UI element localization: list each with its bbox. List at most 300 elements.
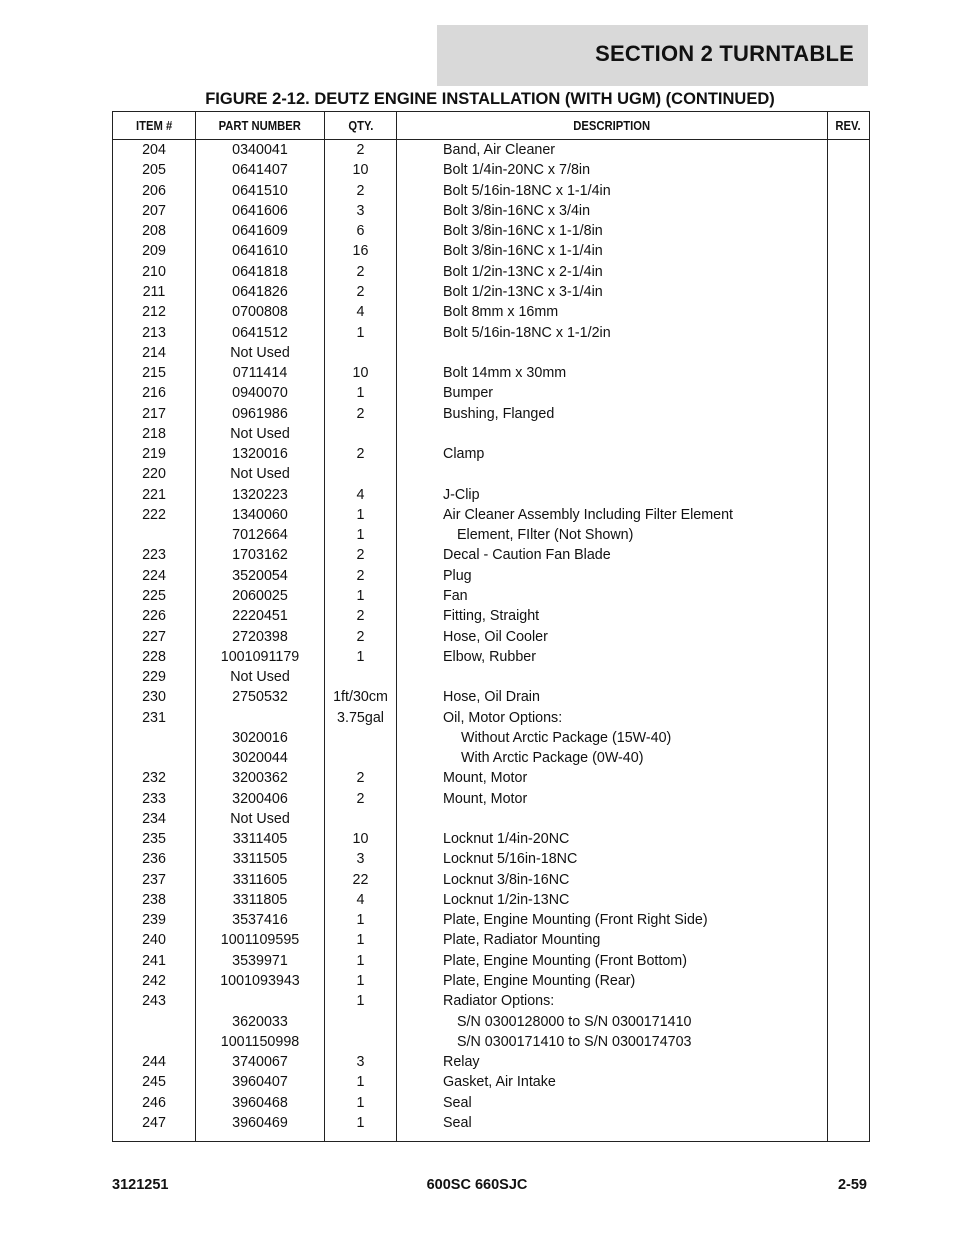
part-number-cell: 3537416 [196,910,325,930]
revision-cell [828,241,870,261]
revision-cell [828,545,870,565]
description-cell: Locknut 3/8in-16NC [397,870,828,890]
quantity-cell: 1 [325,971,397,991]
revision-cell [828,930,870,950]
quantity-cell: 4 [325,890,397,910]
item-number-cell: 246 [113,1092,196,1112]
description-cell: Locknut 1/2in-13NC [397,890,828,910]
table-row [113,687,870,707]
part-number-cell: 1320223 [196,485,325,505]
table-row [113,322,870,342]
table-row [113,505,870,525]
item-number-cell: 244 [113,1052,196,1072]
item-number-cell: 222 [113,505,196,525]
table-row [113,1011,870,1031]
quantity-cell: 1 [325,383,397,403]
part-number-cell: 3520054 [196,566,325,586]
item-number-cell: 235 [113,829,196,849]
description-cell: Bolt 3/8in-16NC x 1-1/4in [397,241,828,261]
description-cell: Decal - Caution Fan Blade [397,545,828,565]
revision-cell [828,322,870,342]
revision-cell [828,971,870,991]
part-number-cell: 1001150998 [196,1032,325,1052]
table-row [113,667,870,687]
revision-cell [828,890,870,910]
item-number-cell: 226 [113,606,196,626]
revision-cell [828,566,870,586]
part-number-cell: Not Used [196,809,325,829]
table-row [113,262,870,282]
description-cell: Bolt 5/16in-18NC x 1-1/4in [397,181,828,201]
quantity-cell: 10 [325,160,397,180]
part-number-cell: 3311505 [196,849,325,869]
revision-cell [828,160,870,180]
column-header-qty: QTY. [325,112,397,140]
table-row [113,606,870,626]
quantity-cell: 2 [325,545,397,565]
item-number-cell: 233 [113,789,196,809]
item-number-cell: 236 [113,849,196,869]
part-number-cell: Not Used [196,424,325,444]
part-number-cell: 1703162 [196,545,325,565]
description-cell: Fan [397,586,828,606]
quantity-cell: 1 [325,930,397,950]
description-cell: Bolt 1/4in-20NC x 7/8in [397,160,828,180]
table-row [113,140,870,161]
description-cell: Bolt 8mm x 16mm [397,302,828,322]
part-number-cell: 2750532 [196,687,325,707]
description-cell: With Arctic Package (0W-40) [397,748,828,768]
table-row [113,789,870,809]
quantity-cell: 1 [325,586,397,606]
quantity-cell: 1ft/30cm [325,687,397,707]
item-number-cell: 215 [113,363,196,383]
quantity-cell [325,424,397,444]
item-number-cell: 208 [113,221,196,241]
revision-cell [828,383,870,403]
item-number-cell: 217 [113,403,196,423]
quantity-cell: 2 [325,789,397,809]
revision-cell [828,667,870,687]
quantity-cell: 2 [325,566,397,586]
revision-cell [828,951,870,971]
part-number-cell: Not Used [196,464,325,484]
table-row [113,748,870,768]
table-row [113,829,870,849]
description-cell: Bolt 1/2in-13NC x 2-1/4in [397,262,828,282]
column-header-description: DESCRIPTION [397,112,828,140]
part-number-cell: 0641826 [196,282,325,302]
item-number-cell: 245 [113,1072,196,1092]
revision-cell [828,282,870,302]
table-row [113,971,870,991]
part-number-cell: 1001093943 [196,971,325,991]
filler-cell [196,1133,325,1142]
section-title: SECTION 2 TURNTABLE [595,41,854,66]
description-cell [397,424,828,444]
part-number-cell: 3311405 [196,829,325,849]
part-number-cell: 3200406 [196,789,325,809]
item-number-cell: 210 [113,262,196,282]
revision-cell [828,870,870,890]
description-cell: Locknut 1/4in-20NC [397,829,828,849]
quantity-cell [325,343,397,363]
table-row [113,525,870,545]
table-row [113,728,870,748]
revision-cell [828,181,870,201]
column-header-part-number: PART NUMBER [196,112,325,140]
table-row [113,626,870,646]
revision-cell [828,302,870,322]
revision-cell [828,1052,870,1072]
description-cell: Seal [397,1092,828,1112]
table-row [113,343,870,363]
part-number-cell: 1001091179 [196,647,325,667]
part-number-cell: Not Used [196,667,325,687]
quantity-cell: 3 [325,849,397,869]
item-number-cell [113,525,196,545]
quantity-cell: 1 [325,991,397,1011]
description-cell: Plate, Engine Mounting (Front Bottom) [397,951,828,971]
description-cell: Hose, Oil Drain [397,687,828,707]
item-number-cell: 212 [113,302,196,322]
table-row [113,221,870,241]
table-row [113,282,870,302]
description-cell: Mount, Motor [397,789,828,809]
description-cell: Bolt 5/16in-18NC x 1-1/2in [397,322,828,342]
table-row [113,566,870,586]
description-cell: Plate, Radiator Mounting [397,930,828,950]
item-number-cell [113,1011,196,1031]
item-number-cell: 216 [113,383,196,403]
quantity-cell: 1 [325,505,397,525]
revision-cell [828,789,870,809]
filler-cell [397,1133,828,1142]
part-number-cell: 3200362 [196,768,325,788]
part-number-cell: 0940070 [196,383,325,403]
revision-cell [828,140,870,161]
description-cell: Seal [397,1113,828,1133]
item-number-cell: 220 [113,464,196,484]
table-row [113,910,870,930]
item-number-cell: 209 [113,241,196,261]
table-row [113,768,870,788]
table-row [113,1032,870,1052]
description-cell: Locknut 5/16in-18NC [397,849,828,869]
table-row [113,424,870,444]
table-filler-row [113,1133,870,1142]
table-row [113,586,870,606]
quantity-cell: 2 [325,181,397,201]
item-number-cell: 237 [113,870,196,890]
quantity-cell: 6 [325,221,397,241]
table-row [113,181,870,201]
table-row [113,951,870,971]
revision-cell [828,849,870,869]
column-header-rev: REV. [828,112,870,140]
item-number-cell: 229 [113,667,196,687]
table-row [113,485,870,505]
part-number-cell: 0641609 [196,221,325,241]
item-number-cell: 241 [113,951,196,971]
part-number-cell: 1320016 [196,444,325,464]
table-row [113,1072,870,1092]
table-row [113,403,870,423]
description-cell: Relay [397,1052,828,1072]
footer-page-number: 2-59 [837,1177,867,1193]
description-cell: Bolt 3/8in-16NC x 3/4in [397,201,828,221]
revision-cell [828,363,870,383]
quantity-cell: 1 [325,1092,397,1112]
quantity-cell: 1 [325,525,397,545]
table-header-row [113,112,870,140]
description-cell: Gasket, Air Intake [397,1072,828,1092]
table-row [113,991,870,1011]
quantity-cell: 1 [325,647,397,667]
description-cell: Band, Air Cleaner [397,140,828,161]
part-number-cell: 0711414 [196,363,325,383]
item-number-cell: 213 [113,322,196,342]
revision-cell [828,647,870,667]
table-row [113,363,870,383]
part-number-cell: 3311805 [196,890,325,910]
table-row [113,545,870,565]
description-cell: Bolt 14mm x 30mm [397,363,828,383]
revision-cell [828,1092,870,1112]
quantity-cell: 2 [325,140,397,161]
item-number-cell: 240 [113,930,196,950]
item-number-cell: 239 [113,910,196,930]
part-number-cell: 0641606 [196,201,325,221]
description-cell: Fitting, Straight [397,606,828,626]
revision-cell [828,829,870,849]
description-cell: Air Cleaner Assembly Including Filter Element [397,505,828,525]
part-number-cell: 3620033 [196,1011,325,1031]
parts-table-body [113,140,870,1142]
description-cell: Radiator Options: [397,991,828,1011]
description-cell [397,343,828,363]
quantity-cell: 2 [325,626,397,646]
part-number-cell: 1001109595 [196,930,325,950]
revision-cell [828,687,870,707]
filler-cell [113,1133,196,1142]
table-row [113,444,870,464]
revision-cell [828,991,870,1011]
item-number-cell [113,728,196,748]
item-number-cell: 225 [113,586,196,606]
revision-cell [828,748,870,768]
item-number-cell: 221 [113,485,196,505]
description-cell: Plug [397,566,828,586]
description-cell: Bushing, Flanged [397,403,828,423]
description-cell: Hose, Oil Cooler [397,626,828,646]
part-number-cell: 3960468 [196,1092,325,1112]
table-row [113,809,870,829]
part-number-cell: 0641818 [196,262,325,282]
quantity-cell: 3 [325,201,397,221]
part-number-cell: 1340060 [196,505,325,525]
quantity-cell: 2 [325,444,397,464]
quantity-cell: 1 [325,322,397,342]
table-row [113,890,870,910]
quantity-cell [325,748,397,768]
quantity-cell: 2 [325,282,397,302]
revision-cell [828,626,870,646]
description-cell: J-Clip [397,485,828,505]
table-row [113,870,870,890]
parts-table [112,111,870,1142]
item-number-cell: 238 [113,890,196,910]
table-row [113,1113,870,1133]
table-row [113,201,870,221]
quantity-cell: 2 [325,403,397,423]
part-number-cell: 7012664 [196,525,325,545]
revision-cell [828,1011,870,1031]
table-row [113,849,870,869]
description-cell: Bolt 3/8in-16NC x 1-1/8in [397,221,828,241]
revision-cell [828,606,870,626]
quantity-cell: 16 [325,241,397,261]
quantity-cell: 1 [325,1072,397,1092]
revision-cell [828,343,870,363]
item-number-cell [113,748,196,768]
revision-cell [828,505,870,525]
description-cell: Plate, Engine Mounting (Rear) [397,971,828,991]
revision-cell [828,768,870,788]
description-cell: Without Arctic Package (15W-40) [397,728,828,748]
description-cell [397,809,828,829]
part-number-cell [196,991,325,1011]
filler-cell [325,1133,397,1142]
part-number-cell: 3020016 [196,728,325,748]
item-number-cell: 206 [113,181,196,201]
item-number-cell: 211 [113,282,196,302]
footer-model: 600SC 660SJC [426,1177,528,1193]
table-row [113,647,870,667]
table-row [113,930,870,950]
description-cell: Bolt 1/2in-13NC x 3-1/4in [397,282,828,302]
part-number-cell: 0641407 [196,160,325,180]
revision-cell [828,707,870,727]
part-number-cell: 0641510 [196,181,325,201]
part-number-cell: 2220451 [196,606,325,626]
quantity-cell: 2 [325,262,397,282]
quantity-cell [325,464,397,484]
revision-cell [828,1072,870,1092]
quantity-cell: 10 [325,829,397,849]
part-number-cell: 0700808 [196,302,325,322]
quantity-cell: 3.75gal [325,707,397,727]
table-row [113,241,870,261]
part-number-cell: 0961986 [196,403,325,423]
revision-cell [828,1113,870,1133]
description-cell: S/N 0300128000 to S/N 0300171410 [397,1011,828,1031]
item-number-cell: 234 [113,809,196,829]
description-cell: Mount, Motor [397,768,828,788]
description-cell: Plate, Engine Mounting (Front Right Side) [397,910,828,930]
quantity-cell: 10 [325,363,397,383]
item-number-cell: 207 [113,201,196,221]
part-number-cell: 3960469 [196,1113,325,1133]
part-number-cell: 2720398 [196,626,325,646]
item-number-cell: 247 [113,1113,196,1133]
revision-cell [828,262,870,282]
part-number-cell: 0340041 [196,140,325,161]
revision-cell [828,910,870,930]
quantity-cell: 4 [325,485,397,505]
revision-cell [828,485,870,505]
revision-cell [828,586,870,606]
revision-cell [828,464,870,484]
part-number-cell: 3960407 [196,1072,325,1092]
section-header [437,25,868,86]
description-cell [397,667,828,687]
quantity-cell [325,728,397,748]
item-number-cell: 230 [113,687,196,707]
part-number-cell: 3311605 [196,870,325,890]
revision-cell [828,444,870,464]
part-number-cell [196,707,325,727]
quantity-cell: 4 [325,302,397,322]
table-row [113,707,870,727]
part-number-cell: 3539971 [196,951,325,971]
part-number-cell: Not Used [196,343,325,363]
description-cell [397,464,828,484]
description-cell: S/N 0300171410 to S/N 0300174703 [397,1032,828,1052]
table-row [113,383,870,403]
item-number-cell: 219 [113,444,196,464]
quantity-cell [325,1011,397,1031]
revision-cell [828,809,870,829]
table-row [113,302,870,322]
table-row [113,464,870,484]
description-cell: Elbow, Rubber [397,647,828,667]
quantity-cell: 22 [325,870,397,890]
quantity-cell: 1 [325,951,397,971]
part-number-cell: 3020044 [196,748,325,768]
table-row [113,160,870,180]
table-row [113,1092,870,1112]
revision-cell [828,525,870,545]
revision-cell [828,403,870,423]
item-number-cell: 228 [113,647,196,667]
part-number-cell: 0641610 [196,241,325,261]
part-number-cell: 3740067 [196,1052,325,1072]
item-number-cell: 242 [113,971,196,991]
quantity-cell: 3 [325,1052,397,1072]
revision-cell [828,424,870,444]
item-number-cell: 224 [113,566,196,586]
quantity-cell: 2 [325,606,397,626]
item-number-cell: 223 [113,545,196,565]
quantity-cell: 2 [325,768,397,788]
quantity-cell [325,809,397,829]
figure-title: FIGURE 2-12. DEUTZ ENGINE INSTALLATION (WITH UGM) (CONTINUED) [205,90,775,108]
item-number-cell: 243 [113,991,196,1011]
item-number-cell: 231 [113,707,196,727]
table-row [113,1052,870,1072]
description-cell: Bumper [397,383,828,403]
revision-cell [828,221,870,241]
filler-cell [828,1133,870,1142]
part-number-cell: 0641512 [196,322,325,342]
quantity-cell: 1 [325,910,397,930]
item-number-cell: 214 [113,343,196,363]
item-number-cell: 218 [113,424,196,444]
item-number-cell: 227 [113,626,196,646]
column-header-item: ITEM # [113,112,196,140]
item-number-cell [113,1032,196,1052]
